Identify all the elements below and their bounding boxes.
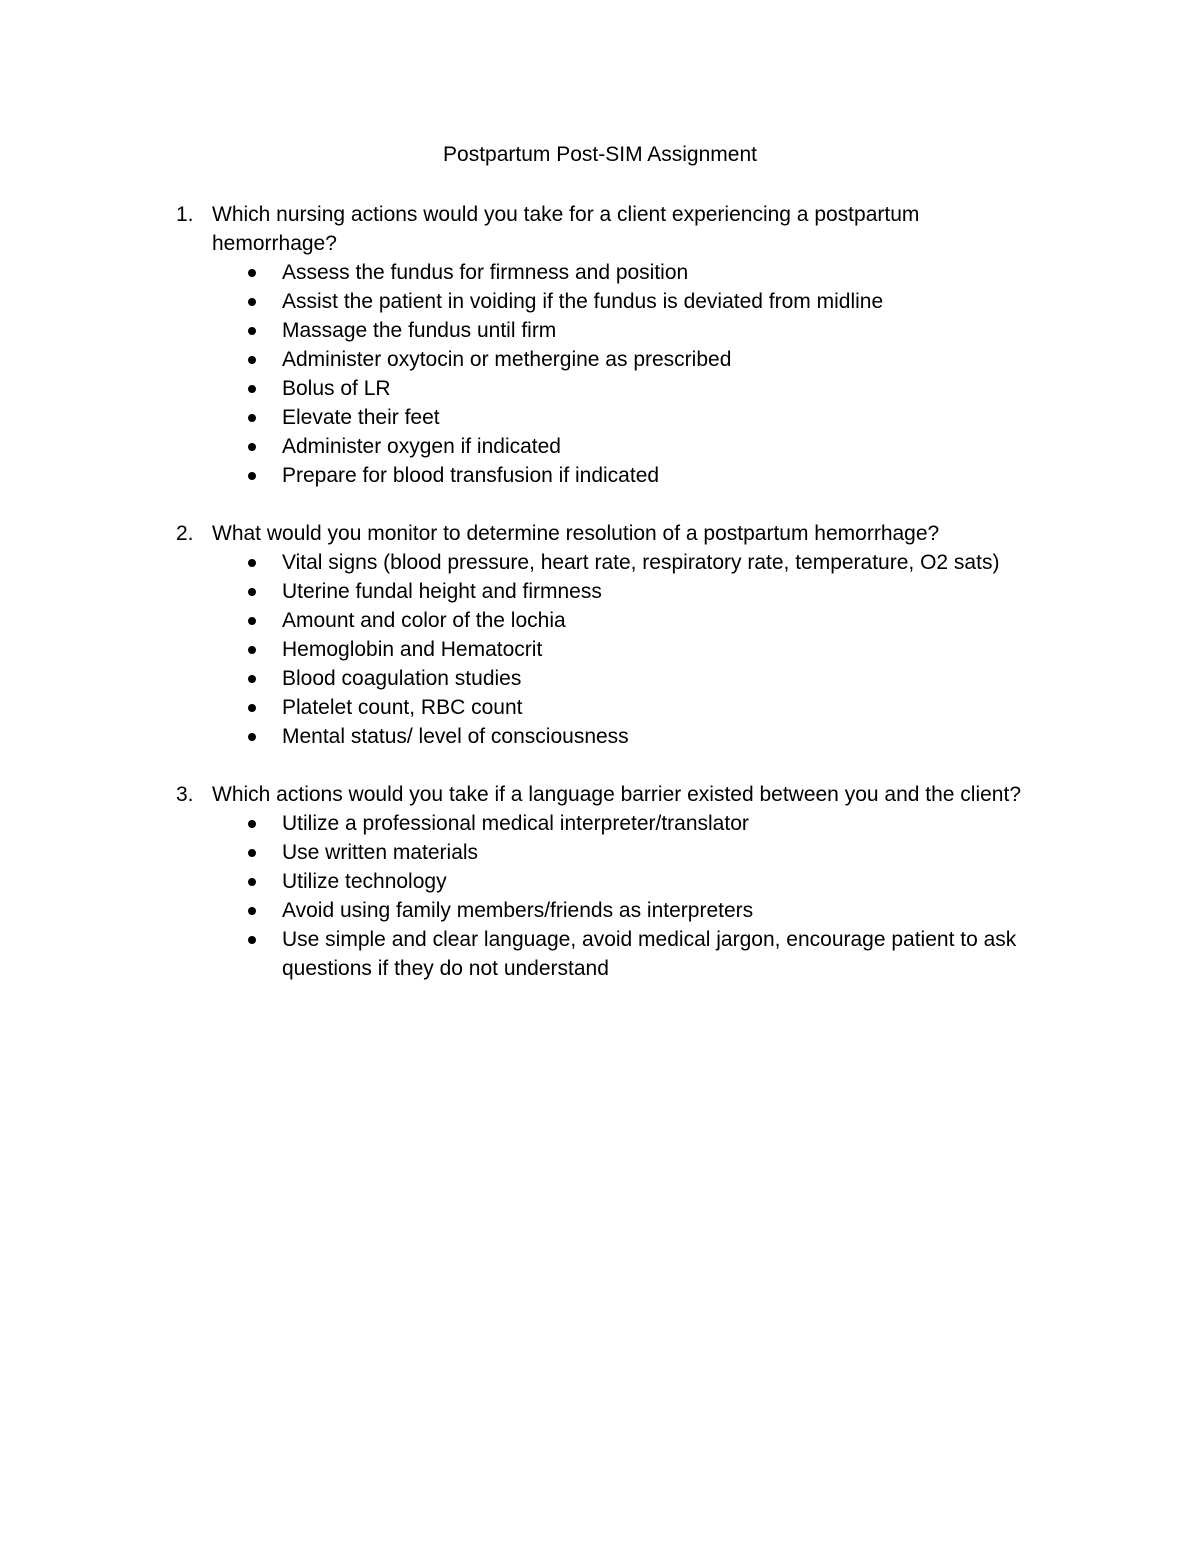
answer-item <box>212 635 1070 664</box>
answer-item <box>212 258 1070 287</box>
question-list <box>170 200 1070 1012</box>
question-text: Which nursing actions would you take for a client experiencing a postpartum hemorrhage? <box>212 203 920 255</box>
question-item <box>170 200 1070 490</box>
answer-text: Bolus of LR <box>282 377 391 400</box>
answer-text: Elevate their feet <box>282 406 440 429</box>
question-number: 3. <box>176 783 194 806</box>
answer-text: Use written materials <box>282 841 479 864</box>
answer-item <box>212 722 1070 751</box>
answer-item <box>212 838 1070 867</box>
answer-item <box>212 287 1070 316</box>
answer-list <box>212 258 1070 490</box>
answer-item <box>212 345 1070 374</box>
answer-item <box>212 606 1070 635</box>
answer-item <box>212 432 1070 461</box>
answer-item <box>212 896 1070 925</box>
question-item <box>170 780 1070 983</box>
bullet-icon <box>248 443 256 451</box>
answer-item <box>212 374 1070 403</box>
answer-text: Assess the fundus for firmness and position <box>282 261 689 284</box>
bullet-icon <box>248 385 256 393</box>
answer-text: Administer oxytocin or methergine as prescribed <box>282 348 732 371</box>
bullet-icon <box>248 704 256 712</box>
answer-text: Blood coagulation studies <box>282 667 522 690</box>
answer-text: Administer oxygen if indicated <box>282 435 561 458</box>
answer-item <box>212 693 1070 722</box>
bullet-icon <box>248 849 256 857</box>
question-text: Which actions would you take if a language barrier existed between you and the client? <box>212 783 1021 806</box>
page-title: Postpartum Post-SIM Assignment <box>443 143 757 166</box>
answer-text: Utilize technology <box>282 870 447 893</box>
answer-text: Mental status/ level of consciousness <box>282 725 629 748</box>
question-number: 1. <box>176 203 194 226</box>
answer-item <box>212 548 1070 577</box>
answer-text: Use simple and clear language, avoid medical jargon, encourage patient to ask questions if they do not understand <box>282 928 1017 980</box>
answer-item <box>212 925 1070 983</box>
answer-item <box>212 316 1070 345</box>
answer-text: Avoid using family members/friends as interpreters <box>282 899 754 922</box>
answer-text: Massage the fundus until firm <box>282 319 557 342</box>
question-item <box>170 519 1070 751</box>
answer-item <box>212 664 1070 693</box>
bullet-icon <box>248 936 256 944</box>
bullet-icon <box>248 298 256 306</box>
bullet-icon <box>248 878 256 886</box>
answer-item <box>212 809 1070 838</box>
answer-item <box>212 461 1070 490</box>
bullet-icon <box>248 907 256 915</box>
answer-text: Uterine fundal height and firmness <box>282 580 602 603</box>
bullet-icon <box>248 733 256 741</box>
bullet-icon <box>248 356 256 364</box>
question-number: 2. <box>176 522 194 545</box>
bullet-icon <box>248 472 256 480</box>
bullet-icon <box>248 820 256 828</box>
bullet-icon <box>248 588 256 596</box>
answer-text: Prepare for blood transfusion if indicated <box>282 464 660 487</box>
bullet-icon <box>248 327 256 335</box>
answer-text: Assist the patient in voiding if the fundus is deviated from midline <box>282 290 884 313</box>
bullet-icon <box>248 559 256 567</box>
answer-text: Platelet count, RBC count <box>282 696 523 719</box>
answer-item <box>212 867 1070 896</box>
answer-text: Amount and color of the lochia <box>282 609 566 632</box>
bullet-icon <box>248 617 256 625</box>
answer-text: Utilize a professional medical interpreter/translator <box>282 812 749 835</box>
answer-item <box>212 403 1070 432</box>
bullet-icon <box>248 414 256 422</box>
bullet-icon <box>248 675 256 683</box>
bullet-icon <box>248 646 256 654</box>
answer-text: Vital signs (blood pressure, heart rate, respiratory rate, temperature, O2 sats) <box>282 551 1000 574</box>
bullet-icon <box>248 269 256 277</box>
answer-item <box>212 577 1070 606</box>
question-text: What would you monitor to determine resolution of a postpartum hemorrhage? <box>212 522 940 545</box>
answer-list <box>212 548 1070 751</box>
answer-text: Hemoglobin and Hematocrit <box>282 638 543 661</box>
answer-list <box>212 809 1070 983</box>
